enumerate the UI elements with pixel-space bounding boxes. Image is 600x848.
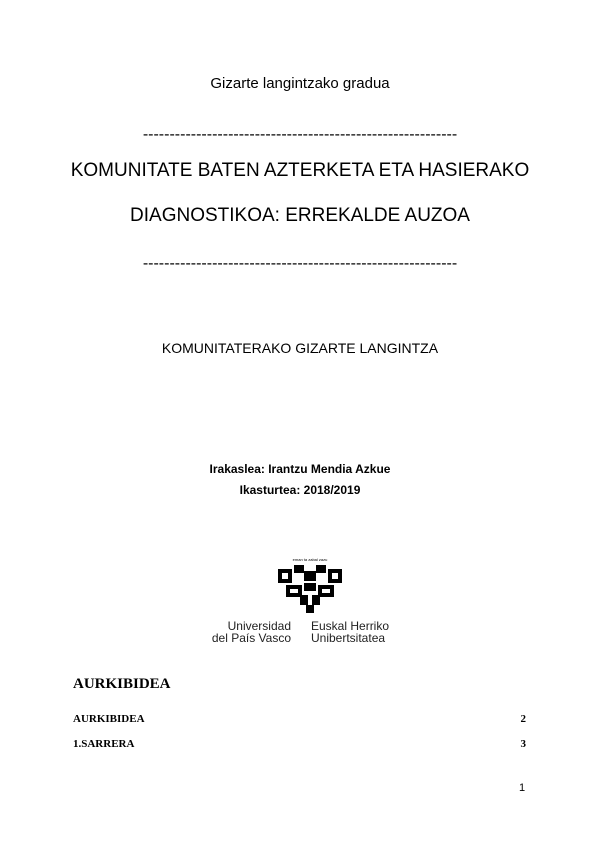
- university-emblem-icon: [210, 555, 410, 615]
- university-name-eu: Euskal Herriko Unibertsitatea: [311, 619, 390, 645]
- logo-motto: eman ta zabal zazu: [292, 557, 328, 562]
- teacher-line: Irakaslea: Irantzu Mendia Azkue: [209, 462, 391, 476]
- academic-year-line: Ikasturtea: 2018/2019: [239, 483, 361, 497]
- subject-name: KOMUNITATERAKO GIZARTE LANGINTZA: [161, 340, 439, 356]
- title-line-1: KOMUNITATE BATEN AZTERKETA ETA HASIERAKO: [70, 160, 530, 181]
- toc-entry-label[interactable]: AURKIBIDEA: [73, 713, 145, 725]
- toc-entry-page: 3: [520, 738, 526, 750]
- toc-entry[interactable]: [73, 713, 526, 725]
- toc-heading: AURKIBIDEA: [73, 676, 171, 692]
- university-name-es: Universidad del País Vasco: [211, 619, 291, 645]
- page-number: 1: [519, 782, 526, 794]
- degree-name: Gizarte langintzako gradua: [210, 75, 390, 92]
- toc-entry-page: 2: [520, 713, 526, 725]
- title-line-2: DIAGNOSTIKOA: ERREKALDE AUZOA: [130, 205, 470, 226]
- separator-top: -----------------------------------------------------------: [142, 126, 458, 143]
- toc-entry-label[interactable]: 1.SARRERA: [73, 738, 135, 750]
- toc-entry[interactable]: [73, 738, 526, 750]
- separator-bottom: -----------------------------------------------------------: [142, 255, 458, 272]
